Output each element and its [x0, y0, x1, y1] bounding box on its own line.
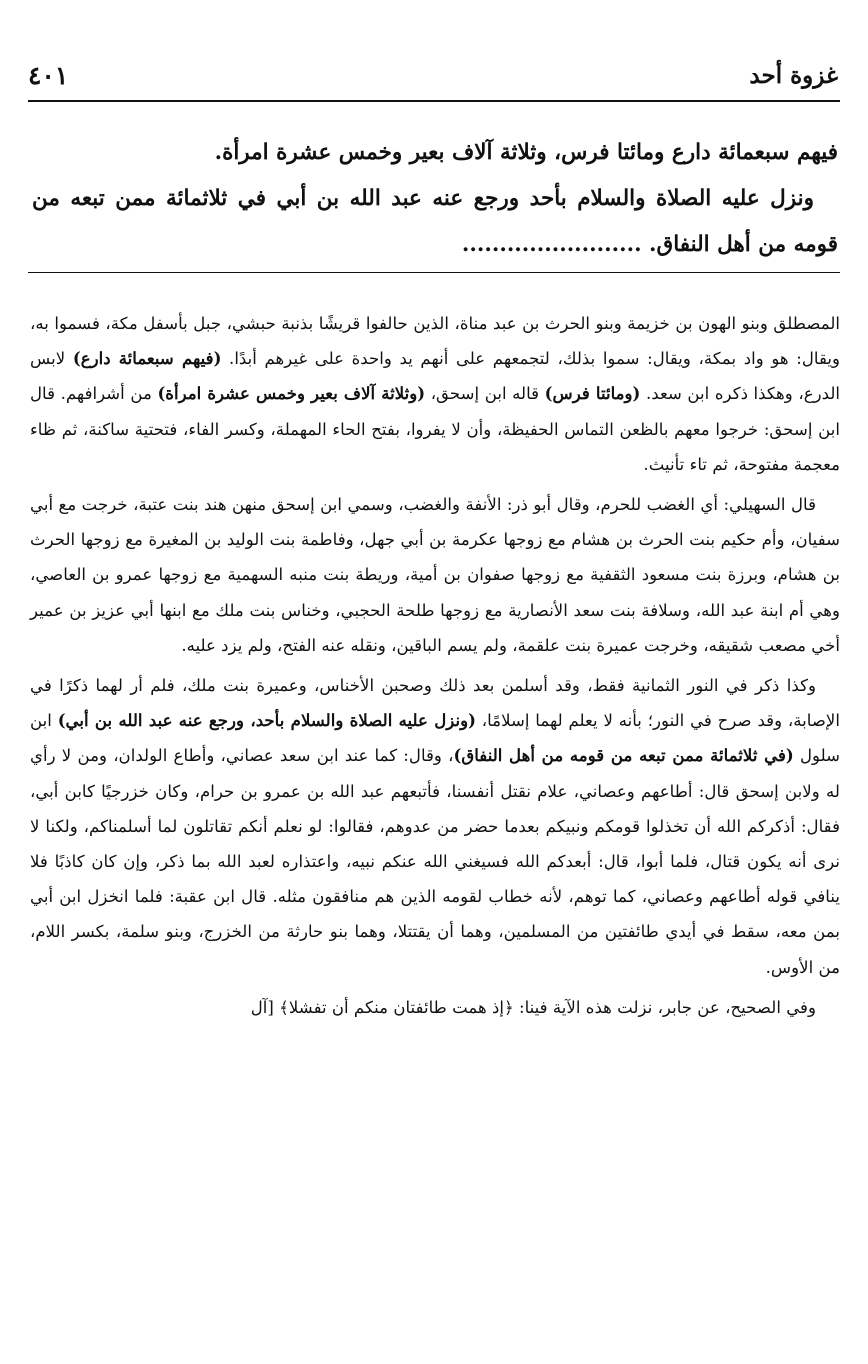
commentary-paragraph	[30, 306, 840, 482]
separator-rule	[28, 272, 840, 273]
quoted-phrase: (في ثلاثمائة ممن تبعه من قومه من أهل النفاق)	[453, 745, 794, 766]
text-run: قاله ابن إسحق،	[425, 384, 545, 404]
main-text-line: فيهم سبعمائة دارع ومائتا فرس، وثلاثة آلاف بعير وخمس عشرة امرأة.	[214, 140, 838, 165]
quoted-phrase: (فيهم سبعمائة دارع)	[72, 348, 222, 369]
text-run: ابن سلول	[30, 711, 840, 766]
main-text-paragraph: ونزل عليه الصلاة والسلام بأحد ورجع عنه عبد الله بن أبي في ثلاثمائة ممن تبعه من قومه من أهل النفاق. ........................	[32, 186, 838, 257]
commentary	[30, 306, 840, 1030]
commentary-paragraph: وفي الصحيح، عن جابر، نزلت هذه الآية فينا: ﴿إذ همت طائفتان منكم أن تفشلا﴾ [آل	[250, 997, 816, 1017]
quoted-phrase: (ونزل عليه الصلاة والسلام بأحد، ورجع عنه عبد الله بن أبي)	[57, 710, 476, 731]
page-header	[28, 56, 838, 96]
header-rule	[28, 100, 840, 102]
text-run: المصطلق وبنو الهون بن خزيمة وبنو الحرث بن عبد مناة، الذين حالفوا قريشًا بذنبة حبشي، جبل بأسفل مكة، فسموا به، ويقال: هو واد بمكة، ويقال: سموا بذلك، لتجمعهم على أنهم يد واحدة على غيرهم أبدًا.	[30, 314, 840, 369]
main-text	[32, 130, 838, 268]
commentary-paragraph	[30, 668, 840, 985]
page-number: ٤٠١	[28, 61, 69, 90]
quoted-phrase: (ومائتا فرس)	[544, 383, 641, 404]
text-run: من أشرافهم. قال ابن إسحق: خرجوا معهم بالظعن التماس الحفيظة، وأن لا يفروا، بفتح الحاء المهملة، وكسر الفاء، فتحتية ساكنة، ثم ظاء معجمة مفتوحة، ثم تاء تأنيث.	[30, 384, 840, 474]
quoted-phrase: (وثلاثة آلاف بعير وخمس عشرة امرأة)	[157, 383, 426, 404]
text-run: لابس الدرع، وهكذا ذكره ابن سعد.	[30, 349, 841, 404]
commentary-paragraph: قال السهيلي: أي الغضب للحرم، وقال أبو ذر: الأنفة والغضب، وسمي ابن إسحق منهن هند بنت عتبة، خرجت مع أبي سفيان، وأم حكيم بنت الحرث بن هشام مع زوجها عكرمة بن أبي جهل، وفاطمة بنت الوليد بن المغيرة مع زوجها الحرث بن هشام، وبرزة بنت مسعود الثقفية مع زوجها صفوان بن أمية، وريطة بنت منبه السهمية مع زوجها عمرو بن العاصي، وهي أم ابنة عبد الله، وسلافة بنت سعد الأنصارية مع زوجها طلحة الحجبي، وخناس بنت ملك مع ابنها أبي عزيز بن عمير أخي مصعب شقيقه، وخرجت عميرة بنت علقمة، ولم يسم الباقين، ونقله عنه الفتح، ولم يزد عليه.	[30, 495, 840, 655]
text-run: ، وقال: كما عند ابن سعد عصاني، وأطاع الولدان، ومن لا رأي له ولابن إسحق قال: أطاعهم وعصاني، علام نقتل أنفسنا، فأتبعهم عبد الله بن عمرو بن حرام، وكان خزرجيًا كابن أبي، فقال: أذكركم الله أن تخذلوا قومكم ونبيكم بعدما حضر من عدوهم، فقالوا: لو نعلم أنكم تقاتلون لما أسلمناكم، ولكنا لا نرى أنه يكون قتال، فلما أبوا، قال: أبعدكم الله فسيغني الله عنكم نبيه، واعتذاره لعبد الله بما ذكر، وإن كان كاذبًا فلا ينافي قوله أطاعهم وعصاني، كما توهم، لأنه خطاب لقومه الذين هم منافقون مثله. قال ابن عقبة: فلما انخزل ابن أبي بمن معه، سقط في أيدي طائفتين من المسلمين، وهما أن يقتتلا، وهما بنو حارثة من الخزرج، وبنو سلمة، بكسر اللام، من الأوس.	[30, 746, 840, 977]
text-run: وكذا ذكر في النور الثمانية فقط، وقد أسلمن بعد ذلك وصحبن الأخناس، وعميرة بنت ملك، فلم أر لهما ذكرًا في الإصابة، وقد صرح في النور؛ بأنه لا يعلم لهما إسلامًا،	[30, 676, 841, 731]
running-title: غزوة أحد	[749, 62, 838, 89]
